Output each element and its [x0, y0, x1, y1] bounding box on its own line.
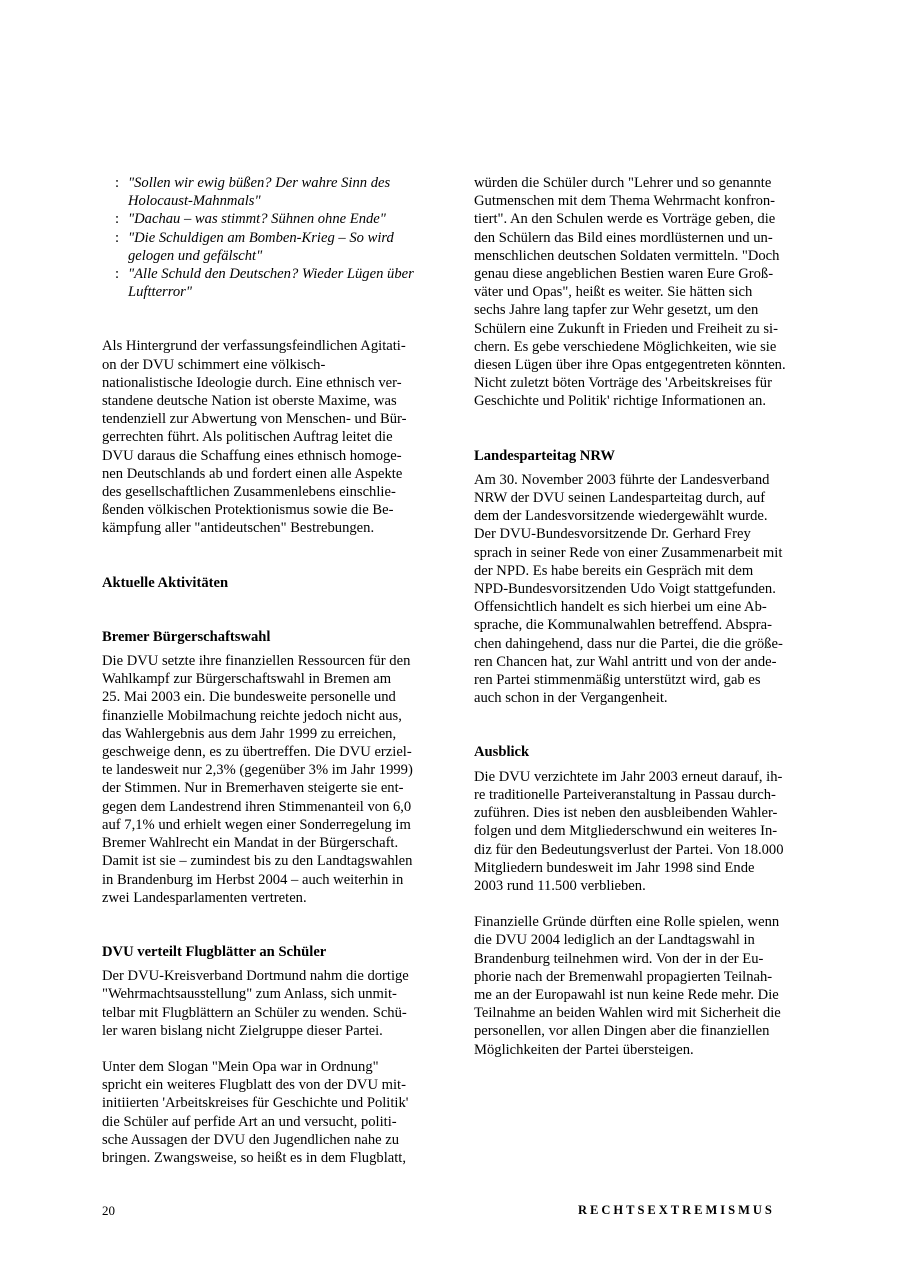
- text-line: Die DVU setzte ihre finanziellen Ressourcen für den: [102, 653, 411, 670]
- bullet-mark: :: [115, 266, 120, 283]
- bullet-mark: :: [115, 229, 120, 246]
- text-line: standene deutsche Nation ist oberste Maxime, was: [102, 393, 397, 410]
- text-line: diz für den Bedeutungsverlust der Partei. Von 18.000: [474, 841, 784, 858]
- text-line: spricht ein weiteres Flugblatt des von der DVU mit-: [102, 1077, 406, 1094]
- text-line: sprache, die Kommunalwahlen betreffend. Abspra-: [474, 617, 772, 634]
- text-line: "Wehrmachtsausstellung" zum Anlass, sich unmit-: [102, 986, 397, 1003]
- text-line: Möglichkeiten der Partei übersteigen.: [474, 1041, 694, 1058]
- text-line: Nicht zuletzt böten Vorträge des 'Arbeitskreises für: [474, 375, 772, 392]
- text-line: nationalistische Ideologie durch. Eine ethnisch ver-: [102, 374, 402, 391]
- text-line: phorie nach der Bremenwahl propagierten Teilnah-: [474, 968, 773, 985]
- list-item-line: "Dachau – was stimmt? Sühnen ohne Ende": [128, 211, 386, 228]
- text-line: den Schülern das Bild eines mordlüsternen und un-: [474, 229, 773, 246]
- right-column: [474, 174, 799, 1077]
- section-heading-outlook: Ausblick: [474, 744, 530, 761]
- text-line: Die DVU verzichtete im Jahr 2003 erneut darauf, ih-: [474, 768, 783, 785]
- text-line: geschweige denn, es zu übertreffen. Die DVU erziel-: [102, 744, 412, 761]
- text-line: die DVU 2004 lediglich an der Landtagswahl in: [474, 932, 755, 949]
- text-line: genau diese angeblichen Bestien waren Eure Groß-: [474, 266, 774, 283]
- text-line: ßenden völkischen Protektionismus sowie die Be-: [102, 502, 394, 519]
- text-line: Der DVU-Bundesvorsitzende Dr. Gerhard Frey: [474, 526, 751, 543]
- text-line: würden die Schüler durch "Lehrer und so genannte: [474, 175, 772, 191]
- text-line: te landesweit nur 2,3% (gegenüber 3% im Jahr 1999): [102, 762, 413, 779]
- text-line: Mitgliedern bundesweit im Jahr 1998 sind Ende: [474, 859, 755, 876]
- text-line: re traditionelle Parteiveranstaltung in Passau durch-: [474, 786, 776, 803]
- list-item: [102, 174, 424, 210]
- text-line: kämpfung aller "antideutschen" Bestrebungen.: [102, 520, 375, 537]
- text-line: der NPD. Es habe bereits ein Gespräch mit dem: [474, 562, 754, 579]
- text-line: diesen Lügen über ihre Opas entgegentreten könnten.: [474, 357, 786, 374]
- text-line: das Wahlergebnis aus dem Jahr 1999 zu erreichen,: [102, 725, 397, 742]
- text-line: Bremer Wahlrecht ein Mandat in der Bürgerschaft.: [102, 835, 399, 852]
- text-line: in Brandenburg im Herbst 2004 – auch weiterhin in: [102, 871, 404, 888]
- section-heading-bremen: Bremer Bürgerschaftswahl: [102, 628, 271, 645]
- list-item: [102, 265, 424, 301]
- text-line: zwei Landesparlamenten vertreten.: [102, 889, 307, 906]
- text-line: chen dahingehend, dass nur die Partei, die die größe-: [474, 635, 783, 652]
- spacer: [474, 725, 799, 743]
- flyers-paragraph: [102, 967, 424, 1040]
- page-number: 20: [102, 1203, 115, 1218]
- text-line: dem der Landesvorsitzende wiedergewählt wurde.: [474, 508, 768, 525]
- text-line: des gesellschaftlichen Zusammenlebens einschlie-: [102, 484, 396, 501]
- text-line: personellen, vor allen Dingen aber die finanziellen: [474, 1023, 770, 1040]
- text-line: Am 30. November 2003 führte der Landesverband: [474, 471, 770, 488]
- text-line: Damit ist sie – zumindest bis zu den Landtagswahlen: [102, 853, 413, 870]
- text-line: Wahlkampf zur Bürgerschaftswahl in Bremen am: [102, 671, 392, 688]
- text-line: auf 7,1% und erhielt wegen einer Sonderregelung im: [102, 816, 411, 833]
- text-line: Der DVU-Kreisverband Dortmund nahm die dortige: [102, 968, 409, 985]
- list-item-line: "Sollen wir ewig büßen? Der wahre Sinn des: [128, 175, 391, 191]
- text-line: sche Aussagen der DVU den Jugendlichen nahe zu: [102, 1131, 400, 1148]
- text-line: zuführen. Dies ist neben den ausbleibenden Wahler-: [474, 805, 778, 822]
- list-item-line: Holocaust-Mahnmals": [128, 193, 261, 210]
- text-line: Schülern eine Zukunft in Frieden und Freiheit zu si-: [474, 320, 778, 337]
- spacer: [102, 556, 424, 574]
- section-heading-activities: Aktuelle Aktivitäten: [102, 574, 229, 591]
- continuation-paragraph: [474, 174, 799, 411]
- outlook-paragraph-2: [474, 913, 799, 1059]
- list-item: [102, 210, 424, 228]
- quoted-titles-list: [102, 174, 424, 301]
- text-line: Gutmenschen mit dem Thema Wehrmacht konfron-: [474, 193, 776, 210]
- text-line: me an der Europawahl ist nun keine Rede mehr. Die: [474, 986, 779, 1003]
- text-line: die Schüler auf perfide Art an und versucht, politi-: [102, 1113, 397, 1130]
- text-line: folgen und dem Mitgliederschwund ein weiteres In-: [474, 823, 778, 840]
- text-line: ren Chancen hat, zur Wahl antritt und von der ande-: [474, 653, 777, 670]
- text-line: finanzielle Mobilmachung reichte jedoch nicht aus,: [102, 707, 402, 724]
- text-line: Finanzielle Gründe dürften eine Rolle spielen, wenn: [474, 914, 780, 931]
- text-line: telbar mit Flugblättern an Schüler zu wenden. Schü-: [102, 1004, 407, 1021]
- text-line: ler waren bislang nicht Zielgruppe dieser Partei.: [102, 1022, 383, 1039]
- text-line: on der DVU schimmert eine völkisch-: [102, 356, 326, 373]
- outlook-paragraph-1: [474, 768, 799, 895]
- running-title: RECHTSEXTREMISMUS: [578, 1203, 775, 1217]
- text-line: Geschichte und Politik' richtige Informationen an.: [474, 393, 766, 410]
- text-line: nen Deutschlands ab und fordert einen alle Aspekte: [102, 465, 403, 482]
- spacer: [102, 610, 424, 628]
- text-line: DVU daraus die Schaffung eines ethnisch homoge-: [102, 447, 402, 464]
- list-item-line: "Alle Schuld den Deutschen? Wieder Lügen über: [128, 266, 414, 283]
- list-item-line: "Die Schuldigen am Bomben-Krieg – So wird: [128, 229, 394, 246]
- text-line: initiierten 'Arbeitskreises für Geschichte und Politik': [102, 1095, 409, 1112]
- slogan-paragraph: [102, 1058, 424, 1167]
- bremen-paragraph: [102, 652, 424, 907]
- text-line: tiert". An den Schulen werde es Vorträge geben, die: [474, 211, 776, 228]
- text-line: Unter dem Slogan "Mein Opa war in Ordnung": [102, 1058, 379, 1075]
- text-line: gegen dem Landestrend ihren Stimmenanteil von 6,0: [102, 798, 412, 815]
- list-item: [102, 229, 424, 265]
- text-line: Teilnahme an beiden Wahlen wird mit Sicherheit die: [474, 1005, 781, 1022]
- text-line: chern. Es gebe verschiedene Möglichkeiten, wie sie: [474, 338, 777, 355]
- list-item-line: gelogen und gefälscht": [128, 247, 263, 264]
- section-heading-nrw: Landesparteitag NRW: [474, 447, 615, 464]
- text-line: 25. Mai 2003 ein. Die bundesweite personelle und: [102, 689, 396, 706]
- text-line: der Stimmen. Nur in Bremerhaven steigerte sie ent-: [102, 780, 404, 797]
- text-line: sechs Jahre lang tapfer zur Wehr gesetzt, um den: [474, 302, 759, 319]
- text-line: NRW der DVU seinen Landesparteitag durch, auf: [474, 490, 766, 507]
- text-line: ren Partei stimmenmäßig unterstützt wird, gab es: [474, 672, 761, 689]
- text-line: gerrechten führt. Als politischen Auftrag leitet die: [102, 429, 393, 446]
- spacer: [474, 429, 799, 447]
- text-line: Offensichtlich handelt es sich hierbei um eine Ab-: [474, 599, 767, 616]
- bullet-mark: :: [115, 175, 120, 191]
- text-line: sprach in seiner Rede von einer Zusammenarbeit mit: [474, 544, 783, 561]
- text-line: väter und Opas", heißt es weiter. Sie hätten sich: [474, 284, 753, 301]
- text-line: bringen. Zwangsweise, so heißt es in dem Flugblatt,: [102, 1149, 406, 1166]
- text-line: Brandenburg teilnehmen wird. Von der in der Eu-: [474, 950, 764, 967]
- text-line: 2003 rund 11.500 verblieben.: [474, 877, 646, 894]
- text-line: tendenziell zur Abwertung von Menschen- und Bür-: [102, 411, 407, 428]
- nrw-paragraph: [474, 471, 799, 708]
- intro-paragraph: [102, 337, 424, 537]
- section-heading-flyers: DVU verteilt Flugblätter an Schüler: [102, 943, 327, 960]
- left-column: [102, 174, 424, 1185]
- text-line: auch schon in der Vergangenheit.: [474, 690, 668, 707]
- text-line: Als Hintergrund der verfassungsfeindlichen Agitati-: [102, 338, 406, 355]
- list-item-line: Luftterror": [128, 284, 192, 301]
- text-line: NPD-Bundesvorsitzenden Udo Voigt stattgefunden.: [474, 581, 776, 598]
- text-line: menschlichen deutschen Soldaten vermitteln. "Doch: [474, 247, 780, 264]
- spacer: [102, 925, 424, 943]
- bullet-mark: :: [115, 211, 120, 228]
